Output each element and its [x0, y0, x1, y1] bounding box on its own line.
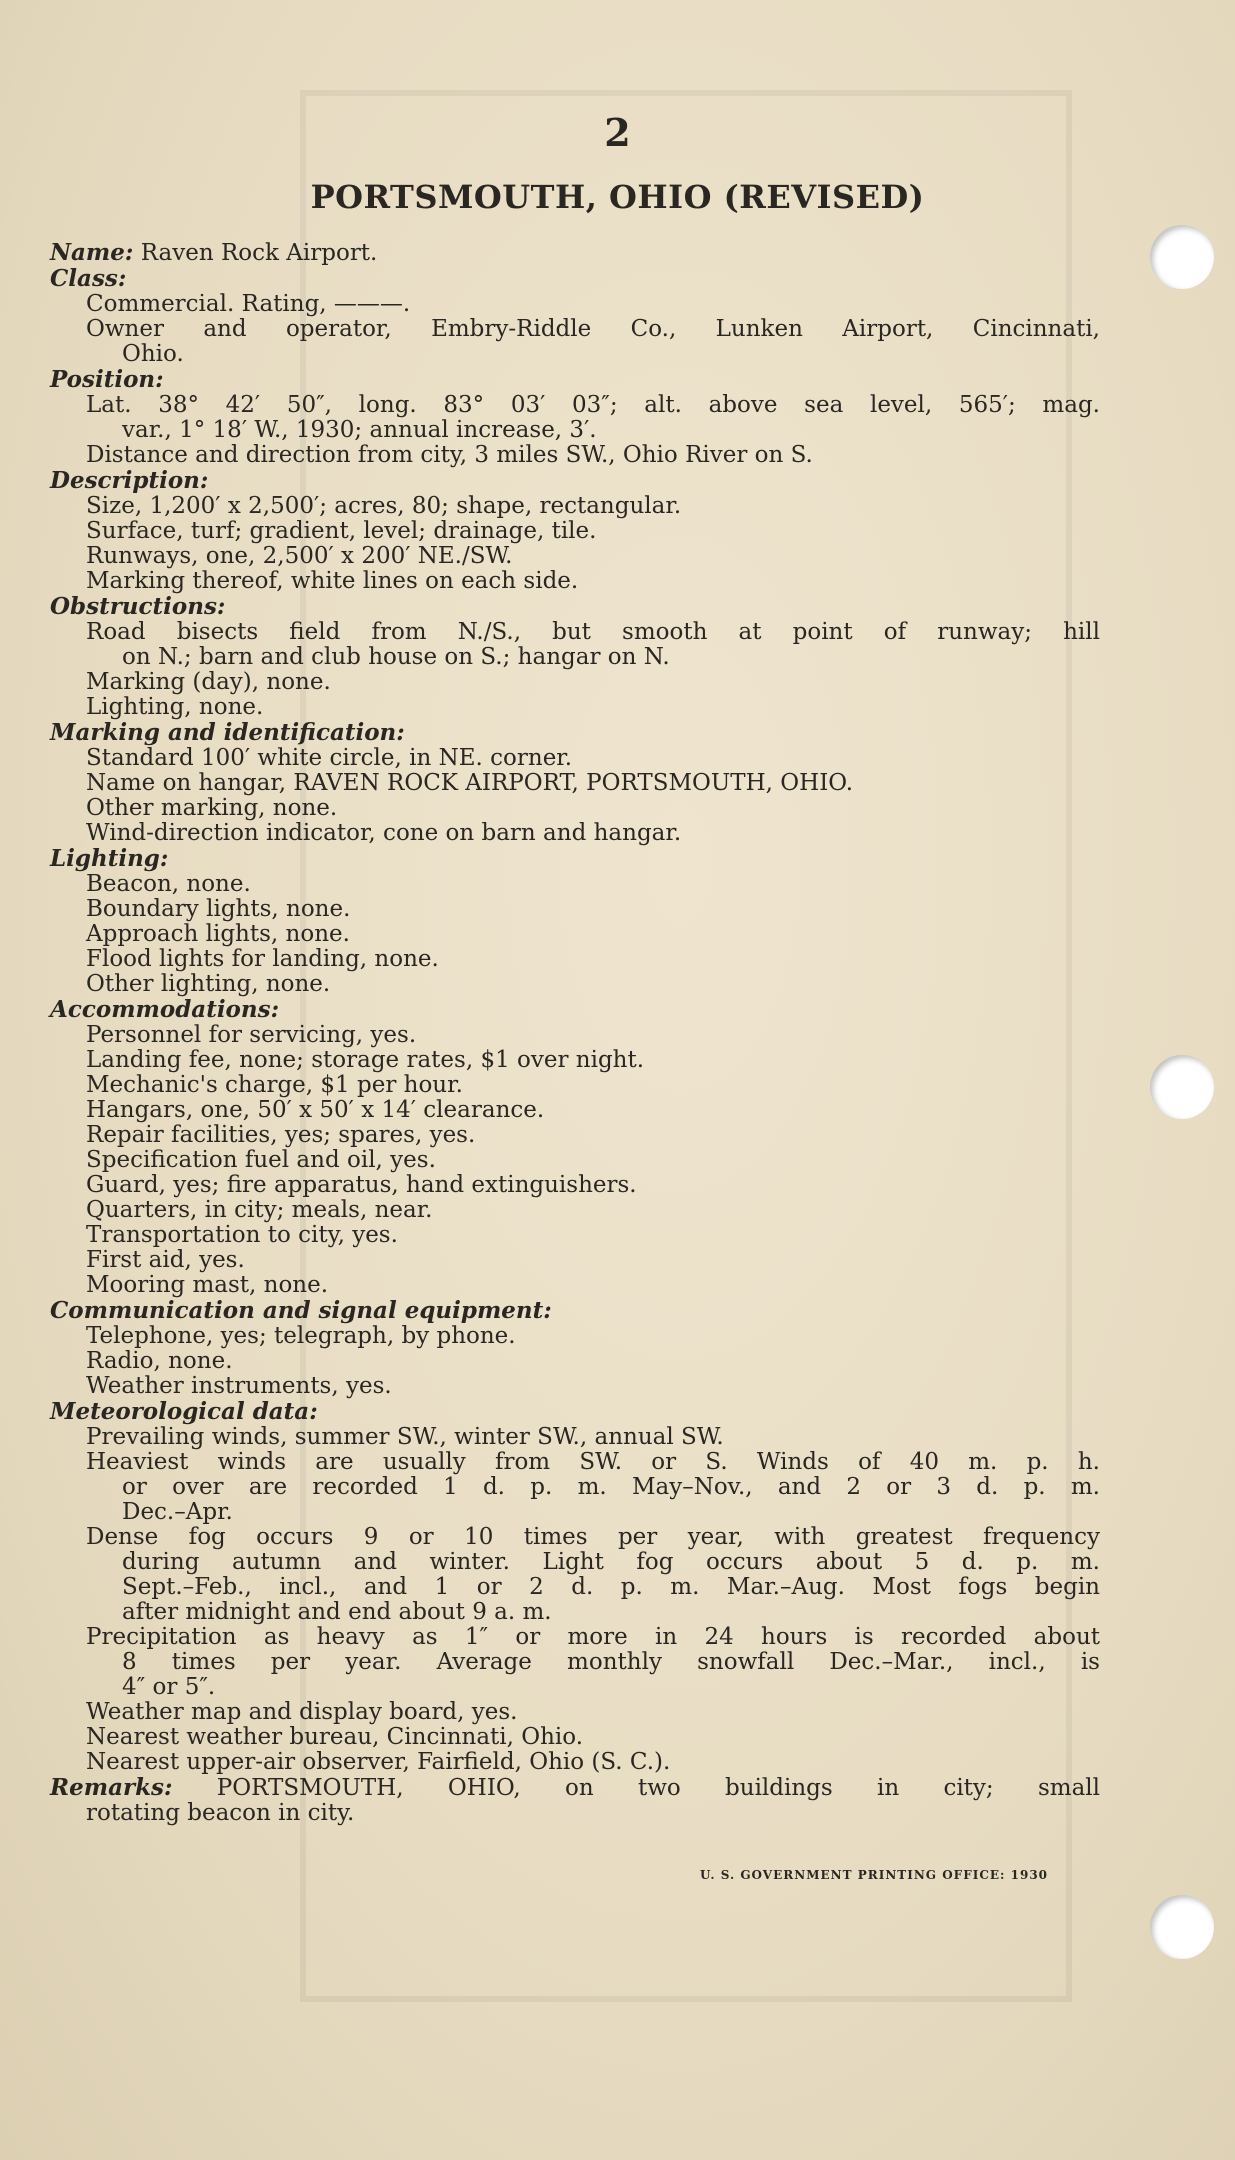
section-heading-label: Class:	[50, 265, 127, 292]
text-line: Repair facilities, yes; spares, yes.	[86, 1122, 476, 1148]
text-line: Owner and operator, Embry-Riddle Co., Lunken Airport, Cincinnati,	[86, 316, 1100, 342]
section-heading	[50, 594, 1100, 620]
punch-hole	[1150, 225, 1214, 289]
text-line: after midnight and end about 9 a. m.	[122, 1599, 552, 1625]
field-label: Remarks:	[50, 1774, 173, 1801]
field-line	[50, 1775, 1100, 1801]
page-number: 2	[604, 110, 631, 155]
text-line: Landing fee, none; storage rates, $1 over night.	[86, 1047, 645, 1073]
text-line: rotating beacon in city.	[86, 1800, 355, 1826]
text-line: var., 1° 18′ W., 1930; annual increase, 3′.	[122, 417, 597, 443]
text-line: Wind-direction indicator, cone on barn and hangar.	[86, 820, 682, 846]
text-line: Other marking, none.	[86, 795, 338, 821]
text-line: 8 times per year. Average monthly snowfall Dec.–Mar., incl., is	[122, 1649, 1100, 1675]
text-line: Radio, none.	[86, 1348, 233, 1374]
airport-entry	[50, 240, 1100, 1826]
text-line: Distance and direction from city, 3 miles SW., Ohio River on S.	[86, 442, 813, 468]
field-line	[50, 240, 1100, 266]
text-line: Telephone, yes; telegraph, by phone.	[86, 1323, 516, 1349]
text-line: Commercial. Rating, ———.	[86, 291, 411, 317]
text-line: Nearest upper-air observer, Fairfield, Ohio (S. C.).	[86, 1749, 671, 1775]
punch-hole	[1150, 1895, 1214, 1959]
text-line: First aid, yes.	[86, 1247, 245, 1273]
section-heading-label: Position:	[50, 366, 164, 393]
section-heading	[50, 1399, 1100, 1425]
text-line: Hangars, one, 50′ x 50′ x 14′ clearance.	[86, 1097, 545, 1123]
text-line: Flood lights for landing, none.	[86, 946, 439, 972]
section-heading-label: Lighting:	[50, 845, 169, 872]
text-line: Lighting, none.	[86, 694, 264, 720]
text-line: Other lighting, none.	[86, 971, 331, 997]
section-heading-label: Description:	[50, 467, 209, 494]
text-line: Specification fuel and oil, yes.	[86, 1147, 436, 1173]
text-line: Guard, yes; fire apparatus, hand extinguishers.	[86, 1172, 637, 1198]
section-heading	[50, 720, 1100, 746]
text-line: Surface, turf; gradient, level; drainage, tile.	[86, 518, 597, 544]
section-heading-label: Marking and identification:	[50, 719, 405, 746]
text-line: Dec.–Apr.	[122, 1499, 233, 1525]
text-line: Personnel for servicing, yes.	[86, 1022, 417, 1048]
printer-imprint: U. S. GOVERNMENT PRINTING OFFICE: 1930	[700, 1868, 1049, 1882]
text-line: Transportation to city, yes.	[86, 1222, 398, 1248]
field-value: PORTSMOUTH, OHIO, on two buildings in city; small	[172, 1775, 1100, 1801]
text-line: Size, 1,200′ x 2,500′; acres, 80; shape, rectangular.	[86, 493, 682, 519]
text-line: Nearest weather bureau, Cincinnati, Ohio.	[86, 1724, 584, 1750]
section-heading-label: Communication and signal equipment:	[50, 1297, 552, 1324]
text-line: Marking (day), none.	[86, 669, 331, 695]
punch-hole	[1150, 1055, 1214, 1119]
text-line: Lat. 38° 42′ 50″, long. 83° 03′ 03″; alt. above sea level, 565′; mag.	[86, 392, 1100, 418]
text-line: Standard 100′ white circle, in NE. corner.	[86, 745, 573, 771]
text-line: Name on hangar, RAVEN ROCK AIRPORT, PORTSMOUTH, OHIO.	[86, 770, 854, 796]
text-line: Road bisects field from N./S., but smooth at point of runway; hill	[86, 619, 1100, 645]
page-title: PORTSMOUTH, OHIO (REVISED)	[310, 178, 925, 216]
text-line: during autumn and winter. Light fog occurs about 5 d. p. m.	[122, 1549, 1100, 1575]
text-line: Approach lights, none.	[86, 921, 350, 947]
text-line: Sept.–Feb., incl., and 1 or 2 d. p. m. Mar.–Aug. Most fogs begin	[122, 1574, 1100, 1600]
text-line: Weather map and display board, yes.	[86, 1699, 518, 1725]
text-line: Precipitation as heavy as 1″ or more in 24 hours is recorded about	[86, 1624, 1100, 1650]
text-line: Marking thereof, white lines on each side.	[86, 568, 579, 594]
section-heading	[50, 367, 1100, 393]
text-line: Dense fog occurs 9 or 10 times per year, with greatest frequency	[86, 1524, 1100, 1550]
text-line: Mooring mast, none.	[86, 1272, 329, 1298]
section-heading	[50, 266, 1100, 292]
field-value: Raven Rock Airport.	[133, 240, 378, 266]
text-line: Heaviest winds are usually from SW. or S. Winds of 40 m. p. h.	[86, 1449, 1100, 1475]
section-heading-label: Obstructions:	[50, 593, 226, 620]
text-line: Boundary lights, none.	[86, 896, 351, 922]
section-heading-label: Meteorological data:	[50, 1398, 318, 1425]
field-label: Name:	[50, 239, 134, 266]
section-heading-label: Accommodations:	[50, 996, 280, 1023]
section-heading	[50, 1298, 1100, 1324]
text-line: Runways, one, 2,500′ x 200′ NE./SW.	[86, 543, 513, 569]
section-heading	[50, 846, 1100, 872]
text-line: on N.; barn and club house on S.; hangar on N.	[122, 644, 670, 670]
text-line: 4″ or 5″.	[122, 1674, 216, 1700]
section-heading	[50, 468, 1100, 494]
section-heading	[50, 997, 1100, 1023]
text-line: Prevailing winds, summer SW., winter SW., annual SW.	[86, 1424, 724, 1450]
text-line: Weather instruments, yes.	[86, 1373, 392, 1399]
text-line: Ohio.	[122, 341, 184, 367]
text-line: Mechanic's charge, $1 per hour.	[86, 1072, 463, 1098]
text-line: Beacon, none.	[86, 871, 251, 897]
text-line: Quarters, in city; meals, near.	[86, 1197, 433, 1223]
text-line: or over are recorded 1 d. p. m. May–Nov., and 2 or 3 d. p. m.	[122, 1474, 1100, 1500]
